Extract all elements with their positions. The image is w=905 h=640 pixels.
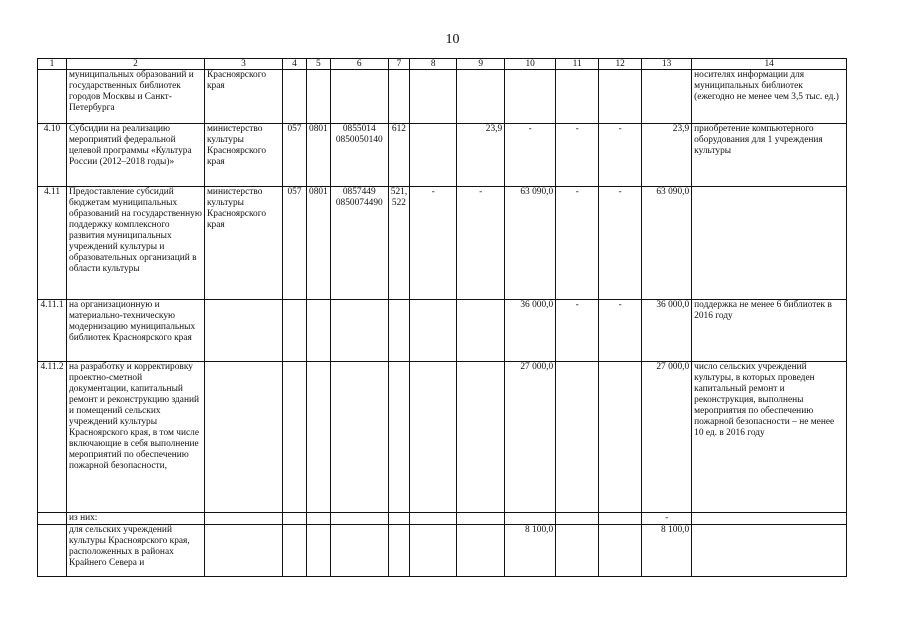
column-header: 4 [283, 59, 307, 70]
cell-c5 [307, 362, 331, 513]
cell-c11 [556, 513, 599, 525]
cell-description: из них: [67, 513, 205, 525]
cell-c13: 27 000,0 [642, 362, 692, 513]
cell-administrator [205, 300, 283, 362]
cell-c4 [283, 525, 307, 577]
cell-c11: - [556, 187, 599, 300]
cell-result: поддержка не менее 6 библиотек в 2016 году [692, 300, 847, 362]
cell-c5: 0801 [307, 187, 331, 300]
cell-c4 [283, 300, 307, 362]
cell-c6 [330, 513, 388, 525]
column-header: 10 [505, 59, 556, 70]
cell-c7 [388, 300, 409, 362]
cell-description: для сельских учреждений культуры Красноярского края, расположенных в районах Крайнего Севера и [67, 525, 205, 577]
cell-result: число сельских учреждений культуры, в которых проведен капитальный ремонт и реконструкция, выполнены мероприятия по обеспечению пожарной безопасности – не менее 10 ед. в 2016 году [692, 362, 847, 513]
cell-c13: 63 090,0 [642, 187, 692, 300]
cell-description: Субсидии на реализацию мероприятий федеральной целевой программы «Культура России (2012–2018 годы)» [67, 124, 205, 187]
column-header: 6 [330, 59, 388, 70]
cell-c6 [330, 525, 388, 577]
cell-c8 [410, 362, 457, 513]
data-table [37, 58, 847, 577]
cell-c9: 23,9 [457, 124, 505, 187]
cell-c13: 36 000,0 [642, 300, 692, 362]
cell-c10: 63 090,0 [505, 187, 556, 300]
cell-c5 [307, 300, 331, 362]
cell-c10 [505, 513, 556, 525]
cell-c6: 0855014 0850050140 [330, 124, 388, 187]
cell-number [38, 513, 67, 525]
cell-c12 [599, 362, 642, 513]
cell-number [38, 525, 67, 577]
cell-c7: 521, 522 [388, 187, 409, 300]
cell-c5 [307, 70, 331, 124]
column-header: 7 [388, 59, 409, 70]
cell-c5 [307, 513, 331, 525]
table-row [38, 124, 847, 187]
cell-c12 [599, 70, 642, 124]
cell-c9: - [457, 187, 505, 300]
cell-number: 4.10 [38, 124, 67, 187]
cell-c4: 057 [283, 187, 307, 300]
cell-description: на разработку и корректировку проектно-сметной документации, капитальный ремонт и реконструкцию зданий и помещений сельских учреждений культуры Красноярского края, в том числе включающие в себя выполнение мероприятий по обеспечению пожарной безопасности, [67, 362, 205, 513]
cell-c4 [283, 513, 307, 525]
cell-c4 [283, 362, 307, 513]
table-row [38, 513, 847, 525]
table-row [38, 300, 847, 362]
cell-c7 [388, 362, 409, 513]
cell-c10 [505, 70, 556, 124]
cell-c11: - [556, 300, 599, 362]
cell-c10: 27 000,0 [505, 362, 556, 513]
cell-c4: 057 [283, 124, 307, 187]
cell-administrator: Красноярского края [205, 70, 283, 124]
cell-c11 [556, 70, 599, 124]
cell-c9 [457, 70, 505, 124]
cell-description: муниципальных образований и государственных библиотек городов Москвы и Санкт-Петербурга [67, 70, 205, 124]
cell-c6 [330, 300, 388, 362]
cell-c6 [330, 362, 388, 513]
column-header: 1 [38, 59, 67, 70]
column-header: 9 [457, 59, 505, 70]
cell-result [692, 525, 847, 577]
cell-c8 [410, 300, 457, 362]
cell-c10: 8 100,0 [505, 525, 556, 577]
cell-description: Предоставление субсидий бюджетам муниципальных образований на государственную поддержку комплексного развития муниципальных учреждений культуры и образовательных организаций в области культуры [67, 187, 205, 300]
cell-c6 [330, 70, 388, 124]
cell-c13: 23,9 [642, 124, 692, 187]
column-header: 5 [307, 59, 331, 70]
column-header: 2 [67, 59, 205, 70]
cell-number: 4.11.2 [38, 362, 67, 513]
cell-c8 [410, 124, 457, 187]
cell-c5: 0801 [307, 124, 331, 187]
column-header: 8 [410, 59, 457, 70]
table-row [38, 525, 847, 577]
cell-c11 [556, 362, 599, 513]
cell-number [38, 70, 67, 124]
cell-c9 [457, 525, 505, 577]
column-number-row [38, 59, 847, 70]
cell-c12: - [599, 124, 642, 187]
cell-c8 [410, 513, 457, 525]
cell-c13: - [642, 513, 692, 525]
cell-administrator [205, 362, 283, 513]
cell-c8: - [410, 187, 457, 300]
table-row [38, 70, 847, 124]
cell-number: 4.11.1 [38, 300, 67, 362]
cell-c12: - [599, 300, 642, 362]
cell-c12 [599, 513, 642, 525]
cell-c7 [388, 513, 409, 525]
cell-c6: 0857449 0850074490 [330, 187, 388, 300]
cell-c11: - [556, 124, 599, 187]
table-row [38, 362, 847, 513]
cell-c11 [556, 525, 599, 577]
cell-c9 [457, 362, 505, 513]
cell-administrator: министерство культуры Красноярского края [205, 187, 283, 300]
column-header: 14 [692, 59, 847, 70]
cell-c4 [283, 70, 307, 124]
cell-c8 [410, 525, 457, 577]
cell-administrator: министерство культуры Красноярского края [205, 124, 283, 187]
table-row [38, 187, 847, 300]
cell-c10: - [505, 124, 556, 187]
cell-c7 [388, 70, 409, 124]
cell-administrator [205, 525, 283, 577]
cell-c7: 612 [388, 124, 409, 187]
cell-administrator [205, 513, 283, 525]
column-header: 3 [205, 59, 283, 70]
cell-result: носителях информации для муниципальных библиотек (ежегодно не менее чем 3,5 тыс. ед.) [692, 70, 847, 124]
cell-c9 [457, 300, 505, 362]
cell-c10: 36 000,0 [505, 300, 556, 362]
cell-c5 [307, 525, 331, 577]
cell-c9 [457, 513, 505, 525]
column-header: 12 [599, 59, 642, 70]
cell-result: приобретение компьютерного оборудования для 1 учреждения культуры [692, 124, 847, 187]
cell-result [692, 187, 847, 300]
cell-c13 [642, 70, 692, 124]
column-header: 11 [556, 59, 599, 70]
cell-c7 [388, 525, 409, 577]
cell-c8 [410, 70, 457, 124]
cell-number: 4.11 [38, 187, 67, 300]
cell-c12: - [599, 187, 642, 300]
cell-description: на организационную и материально-техническую модернизацию муниципальных библиотек Красноярского края [67, 300, 205, 362]
page-number: 10 [445, 32, 460, 47]
column-header: 13 [642, 59, 692, 70]
cell-c12 [599, 525, 642, 577]
cell-result [692, 513, 847, 525]
cell-c13: 8 100,0 [642, 525, 692, 577]
